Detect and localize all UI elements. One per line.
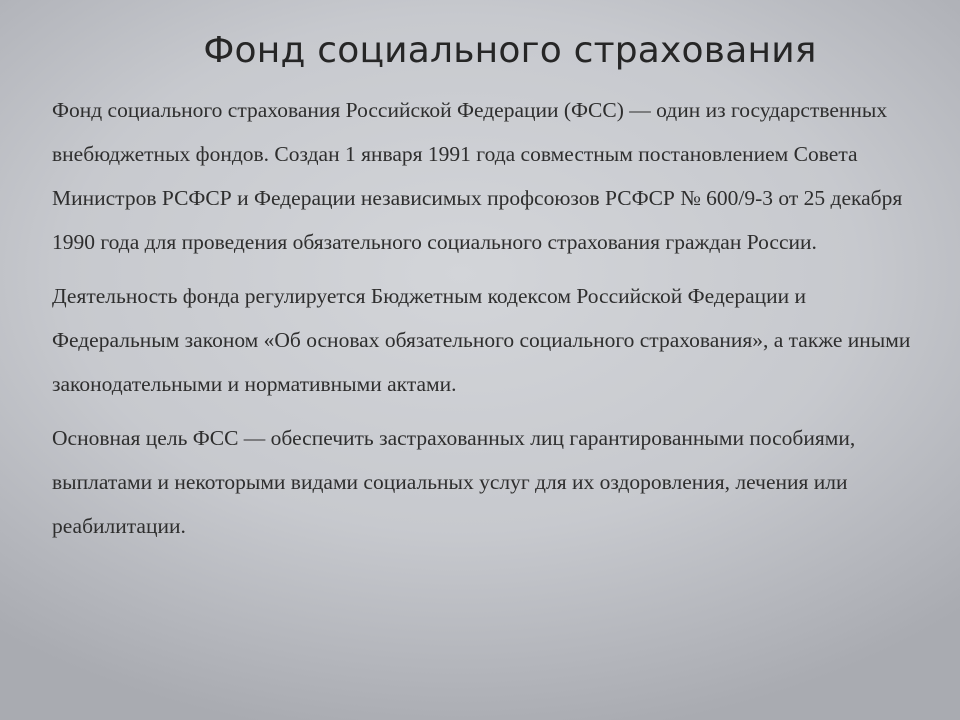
paragraph-fss-definition: Фонд социального страхования Российской Федерации (ФСС) — один из государственных внебюджетных фондов. Создан 1 января 1991 года совместным постановлением Совета Министров РСФСР и Федерации независимых профсоюзов РСФСР № 600/9-3 от 25 декабря 1990 года для проведения обязательного социального страхования граждан России. [52, 98, 903, 254]
slide-body [52, 88, 912, 558]
paragraph-fss-regulation: Деятельность фонда регулируется Бюджетным кодексом Российской Федерации и Федеральным законом «Об основах обязательного социального страхования», а также иными законодательными и нормативными актами. [52, 284, 911, 396]
slide-title: Фонд социального страхования [203, 30, 817, 71]
paragraph-fss-goal: Основная цель ФСС — обеспечить застрахованных лиц гарантированными пособиями, выплатами и некоторыми видами социальных услуг для их оздоровления, лечения или реабилитации. [52, 426, 856, 538]
